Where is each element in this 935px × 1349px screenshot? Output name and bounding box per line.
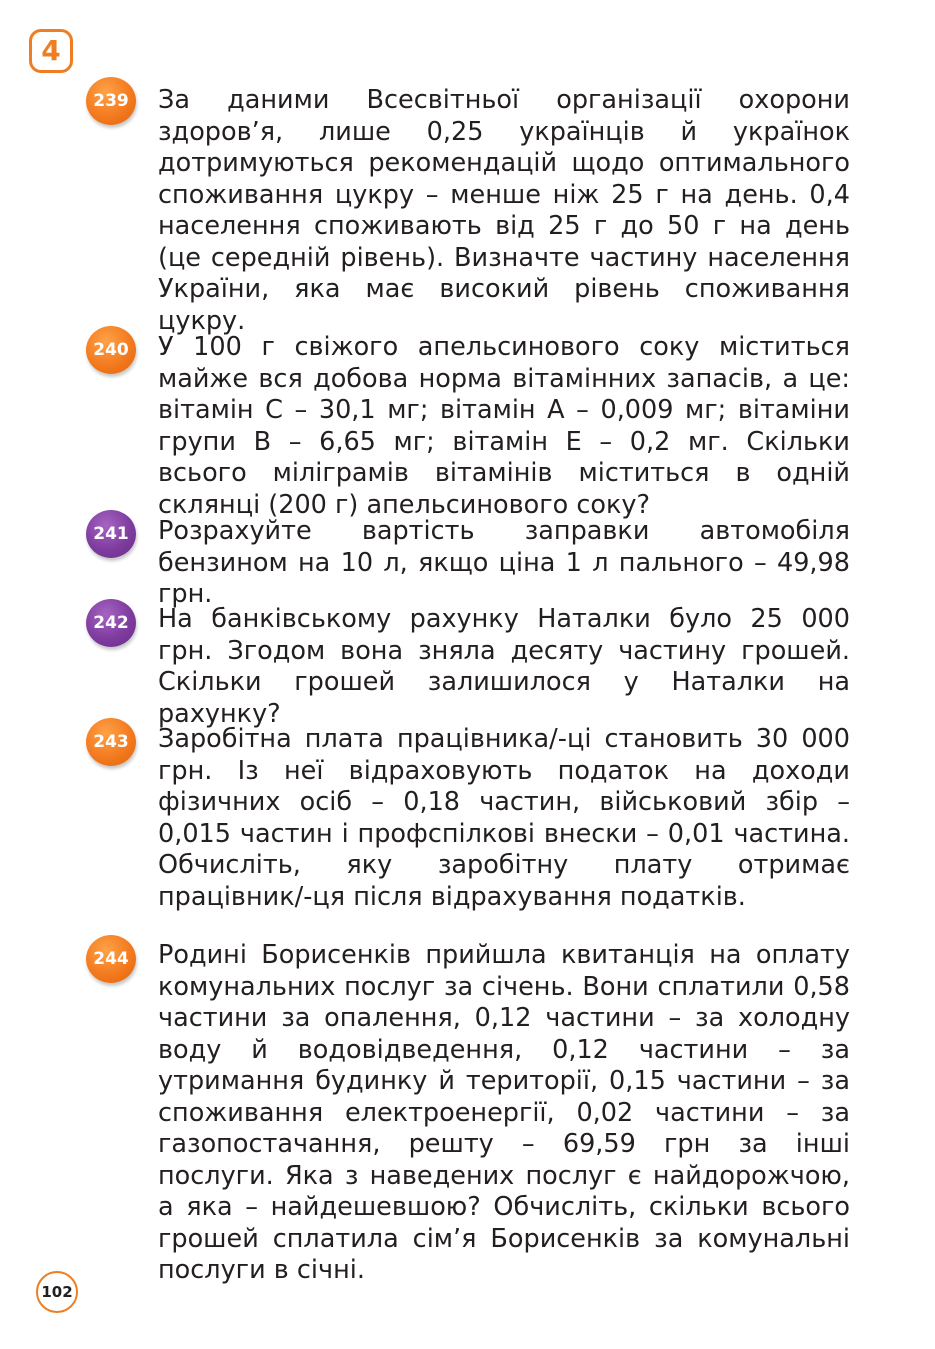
problem-number-badge: 240 xyxy=(86,326,136,374)
problem-text: На банківському рахунку Наталки було 25 000 грн. Згодом вона зняла десяту частину грошей. Скільки грошей залишилося у Наталки на рахунку? xyxy=(158,604,850,729)
page-number: 102 xyxy=(36,1271,78,1313)
problem-number-badge: 244 xyxy=(86,935,136,983)
problem-text: Заробітна плата працівника/-ці становить 30 000 грн. Із неї відраховують податок на доходи фізичних осіб – 0,18 частин, військовий збір – 0,015 частин і профспілкові внески – 0,01 частина. Обчисліть, яку заробітну плату отримає працівник/-ця після відрахування податків. xyxy=(158,724,850,912)
problem-number-badge: 242 xyxy=(86,599,136,647)
problem-text: Родині Борисенків прийшла квитанція на оплату комунальних послуг за січень. Вони сплатили 0,58 частини за опалення, 0,12 частини – за холодну воду й водовідведення, 0,12 частини – за утримання будинку й території, 0,15 частини – за споживання електроенергії, 0,02 частини – за газопостачання, решту – 69,59 грн за інші послуги. Яка з наведених послуг є найдорожчою, а яка – найдешевшою? Обчисліть, скільки всього грошей сплатила сім’я Борисенків за комунальні послуги в січні. xyxy=(158,940,850,1285)
problem-number-badge: 243 xyxy=(86,718,136,766)
problem-text: Розрахуйте вартість заправки автомобіля бензином на 10 л, якщо ціна 1 л пального – 49,98 грн. xyxy=(158,516,850,609)
problem-text: У 100 г свіжого апельсинового соку міститься майже вся добова норма вітамінних запасів, а це: вітамін С – 30,1 мг; вітамін А – 0,009 мг; вітаміни групи В – 6,65 мг; вітамін Е – 0,2 мг. Скільки всього міліграмів вітамінів міститься в одній склянці (200 г) апельсинового соку? xyxy=(158,332,850,520)
problem-text: За даними Всесвітньої організації охорони здоров’я, лише 0,25 українців й українок дотримуються рекомендацій щодо оптимального споживання цукру – менше ніж 25 г на день. 0,4 населення споживають від 25 г до 50 г на день (це середній рівень). Визначте частину населення України, яка має високий рівень споживання цукру. xyxy=(158,85,850,336)
chapter-number-badge: 4 xyxy=(29,29,73,73)
problem-number-badge: 239 xyxy=(86,77,136,125)
problem-number-badge: 241 xyxy=(86,510,136,558)
